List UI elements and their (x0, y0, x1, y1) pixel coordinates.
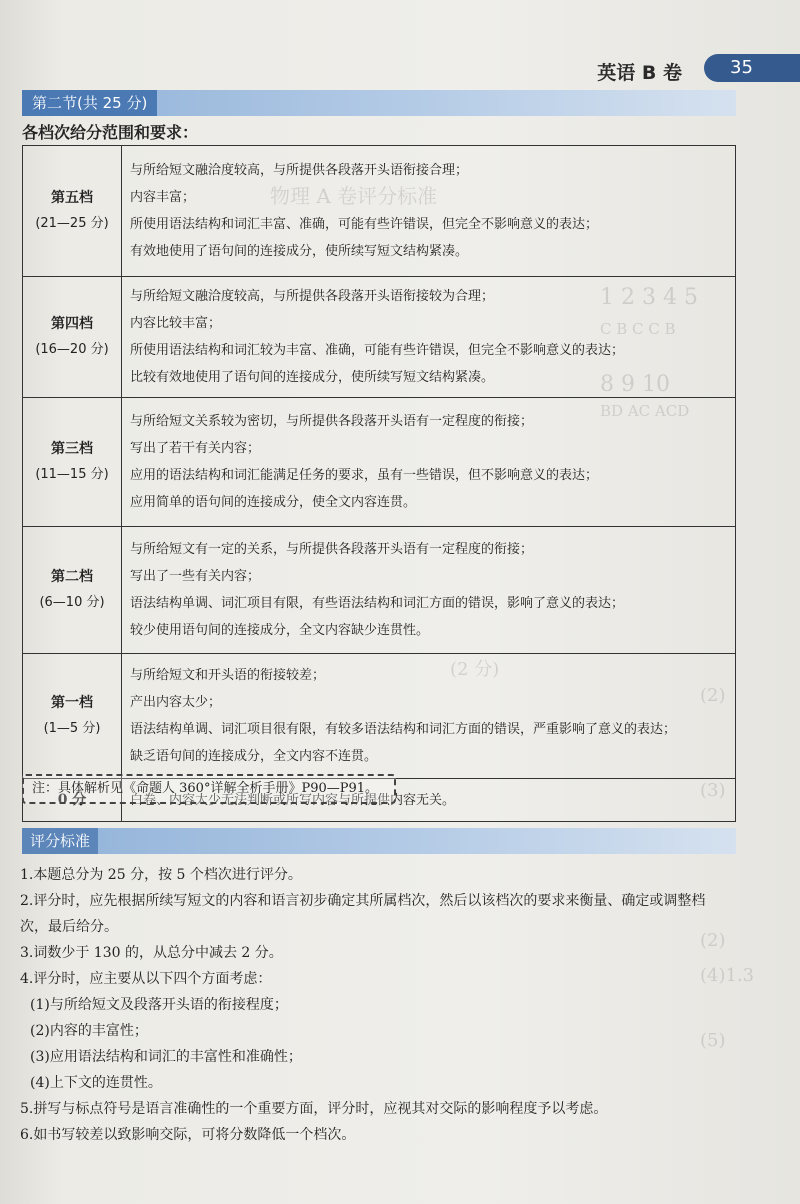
rule-subitem: (4)上下文的连贯性。 (30, 1075, 162, 1091)
bleed-through-text: (5) (700, 1030, 726, 1051)
bleed-through-text: (3) (700, 780, 726, 801)
grade-label: 第三档 (51, 441, 93, 457)
grade-range: (1—5 分) (43, 721, 101, 736)
rule-item: 3.词数少于 130 的，从总分中减去 2 分。 (20, 945, 283, 961)
grade-range: (11—15 分) (35, 467, 109, 482)
criteria-line: 产出内容太少； (130, 695, 222, 710)
rule-item: 次，最后给分。 (20, 919, 118, 935)
rule-subitem: (1)与所给短文及段落开头语的衔接程度； (30, 997, 288, 1013)
page-number-badge (704, 54, 800, 82)
criteria-line: 与所给短文融洽度较高，与所提供各段落开头语衔接较为合理； (130, 289, 495, 304)
bleed-through-text: 1 2 3 4 5 (600, 285, 698, 310)
criteria-line: 与所给短文关系较为密切，与所提供各段落开头语有一定程度的衔接； (130, 414, 534, 429)
evaluation-heading-bar (22, 828, 736, 854)
table-row (23, 398, 736, 527)
bleed-through-text: (2) (700, 930, 726, 951)
bleed-through-text: 8 9 10 (600, 372, 670, 397)
grade-cell (23, 146, 122, 277)
criteria-line: 比较有效地使用了语句间的连接成分，使所续写短文结构紧凑。 (130, 370, 495, 385)
grade-cell (23, 398, 122, 527)
page-header (480, 54, 800, 84)
criteria-line: 内容丰富； (130, 190, 196, 205)
rule-item: 2.评分时，应先根据所续写短文的内容和语言初步确定其所属档次，然后以该档次的要求来衡量、确定或调整档 (20, 893, 706, 909)
criteria-cell (122, 527, 736, 654)
evaluation-title: 评分标准 (22, 828, 98, 854)
criteria-line: 所使用语法结构和词汇丰富、准确，可能有些许错误，但完全不影响意义的表达； (130, 217, 599, 232)
rule-item: 6.如书写较差以致影响交际，可将分数降低一个档次。 (20, 1127, 356, 1143)
grade-cell (23, 527, 122, 654)
criteria-cell (122, 146, 736, 277)
rule-subitem: (3)应用语法结构和词汇的丰富性和准确性； (30, 1049, 302, 1065)
criteria-line: 语法结构单调、词汇项目很有限，有较多语法结构和词汇方面的错误，严重影响了意义的表达； (130, 722, 677, 737)
bleed-through-text: (2 分) (450, 659, 500, 680)
grade-label: 第一档 (51, 695, 93, 711)
bleed-through-text: C B C C B (600, 320, 676, 338)
rule-item: 1.本题总分为 25 分，按 5 个档次进行评分。 (20, 867, 302, 883)
rule-item: 5.拼写与标点符号是语言准确性的一个重要方面，评分时，应视其对交际的影响程度予以考虑。 (20, 1101, 608, 1117)
criteria-line: 所使用语法结构和词汇较为丰富、准确，可能有些许错误，但完全不影响意义的表达； (130, 343, 625, 358)
bleed-through-text: (4)1.3 (700, 965, 755, 986)
criteria-line: 与所给短文和开头语的衔接较差； (130, 668, 326, 683)
criteria-line: 应用简单的语句间的连接成分，使全文内容连贯。 (130, 495, 417, 510)
grade-range: (6—10 分) (39, 595, 105, 610)
grade-label: 第五档 (51, 190, 93, 206)
bleed-through-text: BD AC ACD (600, 402, 690, 420)
grade-range: (16—20 分) (35, 342, 109, 357)
section-intro: 各档次给分范围和要求： (22, 123, 199, 142)
criteria-cell (122, 654, 736, 779)
criteria-line: 缺乏语句间的连接成分，全文内容不连贯。 (130, 749, 378, 764)
grade-cell (23, 654, 122, 779)
grade-range: (21—25 分) (35, 216, 109, 231)
criteria-line: 与所给短文有一定的关系，与所提供各段落开头语有一定程度的衔接； (130, 542, 534, 557)
criteria-line: 有效地使用了语句间的连接成分，使所续写短文结构紧凑。 (130, 244, 469, 259)
criteria-line: 语法结构单调、词汇项目有限，有些语法结构和词汇方面的错误，影响了意义的表达； (130, 596, 625, 611)
criteria-line: 写出了若干有关内容； (130, 441, 261, 456)
page-number: 35 (730, 57, 753, 78)
grade-label: 第二档 (51, 569, 93, 585)
rule-item: 4.评分时，应主要从以下四个方面考虑： (20, 971, 272, 987)
criteria-line: 白卷、内容太少无法判断或所写内容与所提供内容无关。 (130, 792, 456, 808)
section-heading-bar (22, 90, 736, 116)
rule-subitem: (2)内容的丰富性； (30, 1023, 148, 1039)
bleed-through-text: (2) (700, 685, 726, 706)
reference-note: 注：具体解析见《命题人 360°详解全析手册》P90—P91。 (22, 774, 396, 804)
evaluation-rules (20, 862, 750, 1148)
table-row (23, 654, 736, 779)
table-row (23, 146, 736, 277)
header-title: 英语 B 卷 (597, 62, 682, 84)
table-row (23, 527, 736, 654)
criteria-line: 应用的语法结构和词汇能满足任务的要求，虽有一些错误，但不影响意义的表达； (130, 468, 599, 483)
table-row (23, 277, 736, 398)
criteria-line: 写出了一些有关内容； (130, 569, 261, 584)
grade-label: 第四档 (51, 316, 93, 332)
criteria-line: 较少使用语句间的连接成分，全文内容缺少连贯性。 (130, 623, 430, 638)
bleed-through-text: 物理 A 卷评分标准 (270, 184, 438, 208)
criteria-line: 内容比较丰富； (130, 316, 222, 331)
criteria-cell (122, 277, 736, 398)
section-title: 第二节(共 25 分) (22, 90, 157, 116)
criteria-line: 与所给短文融洽度较高，与所提供各段落开头语衔接合理； (130, 163, 469, 178)
rubric-table (22, 145, 736, 822)
grade-label: 0 分 (57, 792, 87, 808)
grade-cell (23, 277, 122, 398)
criteria-cell (122, 398, 736, 527)
